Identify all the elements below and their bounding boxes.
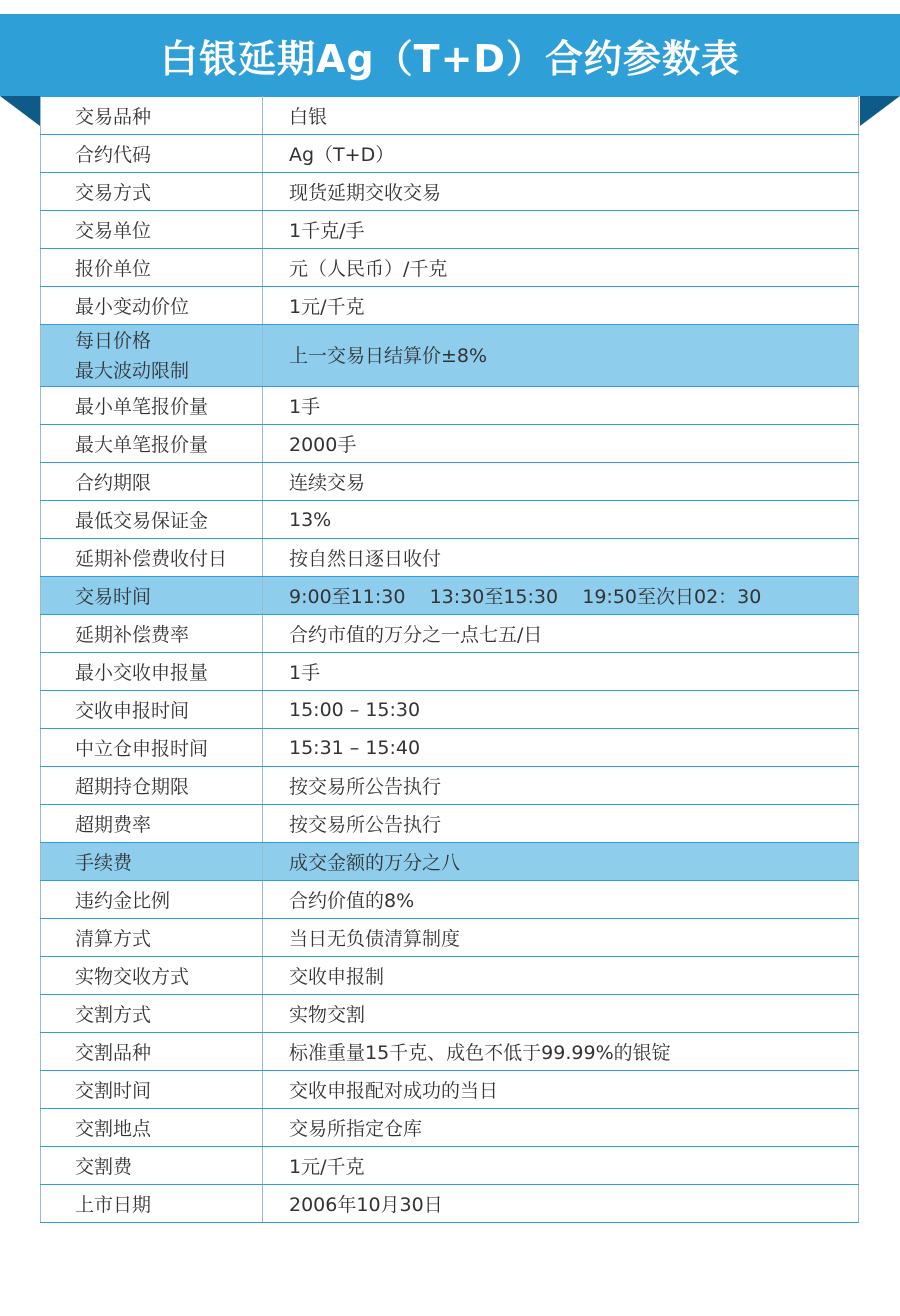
row-value: 1元/千克 — [289, 296, 365, 318]
row-value: 13% — [289, 508, 332, 531]
row-label-cell — [41, 767, 263, 805]
row-value-cell — [263, 767, 859, 805]
row-value: 按交易所公告执行 — [289, 776, 442, 798]
row-label-cell — [41, 691, 263, 729]
row-label-cell — [41, 1109, 263, 1147]
row-label-cell — [41, 995, 263, 1033]
row-value-cell — [263, 919, 859, 957]
table-row — [41, 577, 859, 615]
table-row — [41, 387, 859, 425]
table-row — [41, 539, 859, 577]
table-row — [41, 173, 859, 211]
row-value-cell — [263, 135, 859, 173]
row-label-cell — [41, 425, 263, 463]
row-value: 连续交易 — [289, 472, 366, 494]
row-label: 交割地点 — [75, 1118, 152, 1140]
table-row — [41, 729, 859, 767]
row-value: 上一交易日结算价±8% — [289, 344, 488, 367]
row-value: 15:31 – 15:40 — [289, 736, 421, 759]
table-row — [41, 325, 859, 387]
row-value-cell — [263, 501, 859, 539]
row-value: 现货延期交收交易 — [289, 182, 442, 204]
row-label: 交易品种 — [75, 106, 152, 128]
row-value-cell — [263, 995, 859, 1033]
row-label: 中立仓申报时间 — [75, 738, 209, 760]
row-value-cell — [263, 1071, 859, 1109]
row-label-cell — [41, 539, 263, 577]
row-value: 当日无负债清算制度 — [289, 928, 461, 950]
table-row — [41, 957, 859, 995]
row-label-cell — [41, 805, 263, 843]
row-label-cell — [41, 97, 263, 135]
table-body — [41, 97, 859, 1223]
row-label-cell — [41, 325, 263, 387]
row-label-cell — [41, 577, 263, 615]
row-value: Ag（T+D） — [289, 144, 395, 166]
row-value-cell — [263, 387, 859, 425]
row-value-cell — [263, 1147, 859, 1185]
table-row — [41, 1033, 859, 1071]
table-row — [41, 211, 859, 249]
row-label: 手续费 — [75, 852, 133, 874]
row-value: 按自然日逐日收付 — [289, 548, 442, 570]
row-value: 1千克/手 — [289, 220, 365, 242]
row-value-cell — [263, 249, 859, 287]
row-label: 报价单位 — [75, 258, 152, 280]
row-label: 最大单笔报价量 — [75, 434, 209, 456]
row-value-cell — [263, 729, 859, 767]
table-row — [41, 501, 859, 539]
row-value: 1手 — [289, 396, 321, 418]
row-label: 合约期限 — [75, 472, 152, 494]
row-label-cell — [41, 463, 263, 501]
banner-fold-left — [0, 96, 40, 126]
table-row — [41, 615, 859, 653]
row-label: 交易时间 — [75, 586, 152, 608]
row-value-cell — [263, 539, 859, 577]
row-label-cell — [41, 1033, 263, 1071]
row-label-cell — [41, 843, 263, 881]
row-label: 延期补偿费率 — [75, 624, 190, 646]
row-label-cell — [41, 501, 263, 539]
row-value: 交收申报制 — [289, 966, 385, 988]
table-row — [41, 919, 859, 957]
row-value-cell — [263, 463, 859, 501]
table-row — [41, 425, 859, 463]
row-label-cell — [41, 615, 263, 653]
row-label: 交割方式 — [75, 1004, 152, 1026]
row-value-cell — [263, 97, 859, 135]
table-row — [41, 691, 859, 729]
table-row — [41, 1147, 859, 1185]
row-label: 最小单笔报价量 — [75, 396, 209, 418]
table-row — [41, 249, 859, 287]
row-label: 超期持仓期限 — [75, 776, 190, 798]
row-value-cell — [263, 325, 859, 387]
row-label: 违约金比例 — [75, 890, 171, 912]
table-row — [41, 881, 859, 919]
row-value: 2006年10月30日 — [289, 1194, 443, 1216]
row-label: 交易单位 — [75, 220, 152, 242]
row-value-cell — [263, 173, 859, 211]
row-label-cell — [41, 135, 263, 173]
table-row — [41, 135, 859, 173]
row-value-cell — [263, 957, 859, 995]
row-label-cell — [41, 211, 263, 249]
row-value: 交收申报配对成功的当日 — [289, 1080, 499, 1102]
row-value-cell — [263, 691, 859, 729]
row-label: 延期补偿费收付日 — [75, 548, 228, 570]
table-row — [41, 463, 859, 501]
row-label: 清算方式 — [75, 928, 152, 950]
table-row — [41, 843, 859, 881]
row-value-cell — [263, 653, 859, 691]
table-row — [41, 1109, 859, 1147]
table-row — [41, 767, 859, 805]
row-label-cell — [41, 729, 263, 767]
row-value-cell — [263, 615, 859, 653]
row-value: 合约价值的8% — [289, 890, 415, 912]
banner-fold-right — [860, 96, 900, 126]
table-row — [41, 1071, 859, 1109]
row-label-cell — [41, 1071, 263, 1109]
title-banner — [0, 14, 900, 96]
row-label-cell — [41, 173, 263, 211]
row-label: 上市日期 — [75, 1194, 152, 1216]
row-label-cell — [41, 287, 263, 325]
contract-parameters-table — [40, 96, 859, 1223]
row-label: 最小交收申报量 — [75, 662, 209, 684]
row-value: 合约市值的万分之一点七五/日 — [289, 624, 543, 646]
row-value-cell — [263, 211, 859, 249]
row-value-cell — [263, 1109, 859, 1147]
row-value: 成交金额的万分之八 — [289, 852, 461, 874]
row-label-cell — [41, 919, 263, 957]
row-value-cell — [263, 287, 859, 325]
table-row — [41, 287, 859, 325]
row-label: 每日价格 最大波动限制 — [75, 329, 190, 382]
row-label: 交易方式 — [75, 182, 152, 204]
row-value: 按交易所公告执行 — [289, 814, 442, 836]
row-value-cell — [263, 1185, 859, 1223]
row-value-cell — [263, 1033, 859, 1071]
row-label: 合约代码 — [75, 144, 152, 166]
row-label-cell — [41, 957, 263, 995]
row-value: 2000手 — [289, 434, 357, 456]
row-label: 交割时间 — [75, 1080, 152, 1102]
row-value-cell — [263, 881, 859, 919]
table-row — [41, 805, 859, 843]
row-label-cell — [41, 881, 263, 919]
row-value-cell — [263, 843, 859, 881]
row-label-cell — [41, 1185, 263, 1223]
row-label: 实物交收方式 — [75, 966, 190, 988]
row-value: 9:00至11:30 13:30至15:30 19:50至次日02：30 — [289, 586, 762, 608]
table-row — [41, 97, 859, 135]
row-label: 超期费率 — [75, 814, 152, 836]
row-label-cell — [41, 249, 263, 287]
row-value: 元（人民币）/千克 — [289, 258, 448, 280]
table-row — [41, 995, 859, 1033]
row-value-cell — [263, 425, 859, 463]
row-label-cell — [41, 1147, 263, 1185]
row-value: 1元/千克 — [289, 1156, 365, 1178]
row-label: 最低交易保证金 — [75, 510, 209, 532]
row-value: 交易所指定仓库 — [289, 1118, 423, 1140]
row-label: 交割品种 — [75, 1042, 152, 1064]
table-row — [41, 653, 859, 691]
row-value-cell — [263, 805, 859, 843]
row-value-cell — [263, 577, 859, 615]
table-row — [41, 1185, 859, 1223]
row-label-cell — [41, 653, 263, 691]
row-value: 15:00 – 15:30 — [289, 698, 421, 721]
row-value: 标准重量15千克、成色不低于99.99%的银锭 — [289, 1042, 671, 1064]
page-title: 白银延期Ag（T+D）合约参数表 — [160, 36, 740, 81]
row-label: 最小变动价位 — [75, 296, 190, 318]
row-label-cell — [41, 387, 263, 425]
row-value: 白银 — [289, 106, 328, 128]
row-label: 交割费 — [75, 1156, 133, 1178]
row-label: 交收申报时间 — [75, 700, 190, 722]
row-value: 实物交割 — [289, 1004, 366, 1026]
row-value: 1手 — [289, 662, 321, 684]
